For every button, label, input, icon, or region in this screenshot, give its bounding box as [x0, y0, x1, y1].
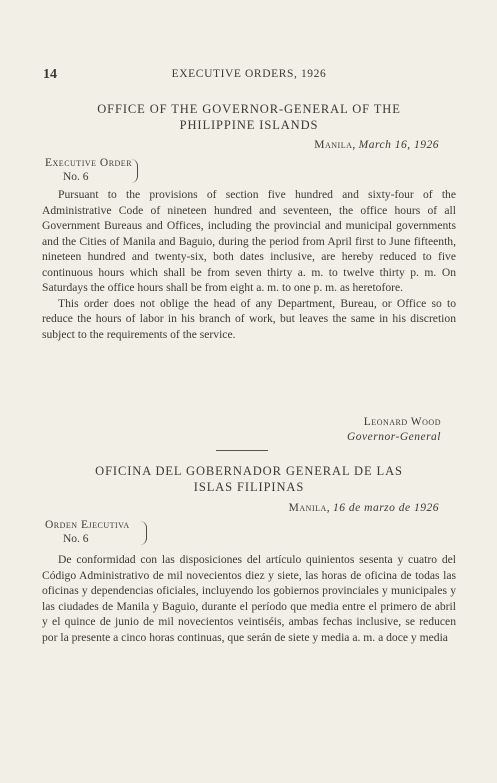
signature-name: Leonard Wood: [363, 416, 441, 428]
english-paragraph-2: This order does not oblige the head of any Department, Bureau, or Office so to reduce the hours of labor in his branch of work, but leaves the same in his discretion subject to the requirements of the service.: [42, 296, 456, 341]
running-head: EXECUTIVE ORDERS, 1926: [171, 68, 327, 80]
spanish-heading-line1: OFICINA DEL GOBERNADOR GENERAL DE LAS: [95, 464, 403, 478]
spanish-body: [42, 552, 456, 645]
spanish-place-date: [289, 502, 439, 514]
english-heading-line2: PHILIPPINE ISLANDS: [179, 118, 319, 132]
signature-block: [347, 415, 441, 445]
english-order-label: Executive Order: [45, 157, 133, 169]
english-place: Manila,: [314, 139, 356, 151]
spanish-paragraph-1: De conformidad con las disposiciones del artículo quinientos sesenta y cuatro del Código Administrativo de mil novecientos diez y siete, las horas de oficina de todas las oficinas y dependencias oficiales, incluyendo los gobiernos provinciales y municipales y las ciudades de Manila y Baguio, durante el período que media entre el primero de abril y el quince de junio de mil novecientos veintiséis, ambas fechas inclusive, se reducen por la presente a cinco horas continuas, que serán de siete y media a. m. a doce y media: [42, 553, 456, 644]
english-heading: [43, 101, 455, 133]
brace-icon: [131, 159, 138, 183]
section-divider: [216, 450, 268, 451]
spanish-order-number: No. 6: [63, 533, 89, 545]
spanish-place: Manila,: [288, 502, 331, 514]
english-place-date: [314, 139, 439, 151]
english-date: March 16, 1926: [358, 139, 439, 151]
english-order-number: No. 6: [63, 171, 89, 183]
english-heading-line1: OFFICE OF THE GOVERNOR-GENERAL OF THE: [97, 102, 401, 116]
english-order-id: [45, 156, 132, 184]
spanish-heading: [43, 463, 455, 495]
english-paragraph-1: Pursuant to the provisions of section five hundred and sixty-four of the Administrative Code of nineteen hundred and seventeen, the office hours of all Government Bureaus and Offices, including the provincial and municipal governments and the Cities of Manila and Baguio, during the period from April first to June fifteenth, nineteen hundred and twenty-six, both dates inclusive, are hereby reduced to five continuous hours which shall be from seven thirty a. m. to twelve thirty p. m. On Saturdays the office hours shall be from eight a. m. to one p. m. as heretofore.: [42, 188, 456, 294]
page-number: 14: [43, 67, 57, 82]
spanish-order-label: Orden Ejecutiva: [45, 519, 130, 531]
spanish-order-id: [45, 518, 130, 546]
spanish-heading-line2: ISLAS FILIPINAS: [193, 480, 305, 494]
brace-icon: [140, 521, 147, 545]
spanish-date: 16 de marzo de 1926: [333, 502, 439, 514]
page-header: [43, 67, 455, 85]
english-body: [42, 187, 456, 342]
signature-title: Governor-General: [347, 431, 441, 443]
